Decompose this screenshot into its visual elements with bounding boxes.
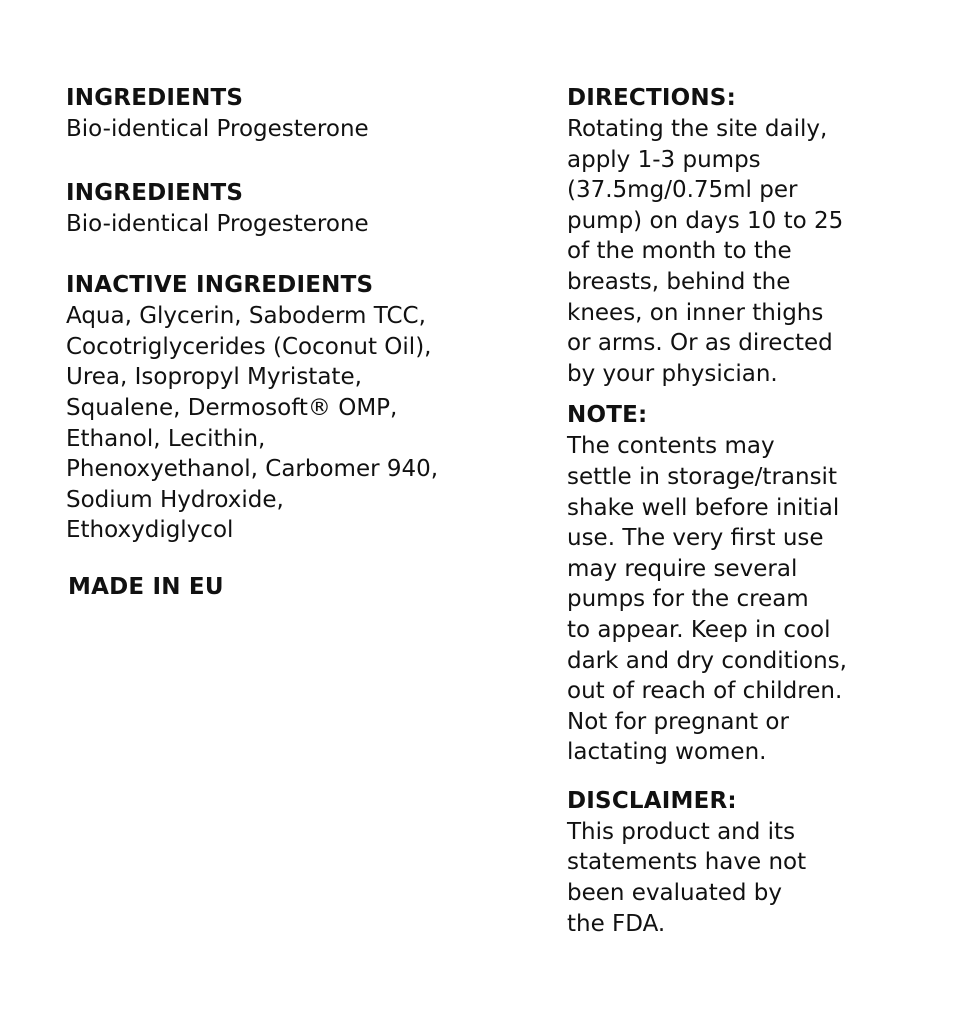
text-line: Squalene, Dermosoft® OMP, <box>66 394 398 421</box>
directions-section <box>567 83 927 389</box>
directions-heading: DIRECTIONS: <box>567 85 736 111</box>
text-line: pump) on days 10 to 25 <box>567 207 844 234</box>
inactive-ingredients-section <box>66 270 516 546</box>
text-line: of the month to the <box>567 238 792 265</box>
inactive-ingredients-heading: INACTIVE INGREDIENTS <box>66 272 374 299</box>
text-line: This product and its <box>567 818 796 845</box>
disclaimer-heading: DISCLAIMER: <box>567 787 737 814</box>
right-column <box>567 83 927 939</box>
text-line: may require several <box>567 555 798 582</box>
text-line: breasts, behind the <box>567 268 791 295</box>
ingredients-text <box>66 209 516 240</box>
text-line: or arms. Or as directed <box>567 330 833 357</box>
text-line: dark and dry conditions, <box>567 647 847 674</box>
text-line: by your physician. <box>567 360 778 387</box>
text-line: Bio-identical Progesterone <box>66 116 369 142</box>
text-line: Phenoxyethanol, Carbomer 940, <box>66 456 439 483</box>
text-line: Ethanol, Lecithin, <box>66 425 266 452</box>
text-line: Not for pregnant or <box>567 708 789 735</box>
text-line: apply 1-3 pumps <box>567 146 761 173</box>
note-section <box>567 400 927 768</box>
text-line: Cocotriglycerides (Coconut Oil), <box>66 333 432 360</box>
ingredients-section <box>66 83 516 145</box>
text-line: Rotating the site daily, <box>567 116 828 142</box>
text-line: out of reach of children. <box>567 678 843 705</box>
ingredients-heading: INGREDIENTS <box>66 85 244 111</box>
text-line: lactating women. <box>567 739 767 766</box>
text-line: knees, on inner thighs <box>567 299 824 326</box>
text-line: the FDA. <box>567 910 666 937</box>
text-line: shake well before initial <box>567 494 840 521</box>
left-column <box>66 83 516 603</box>
text-line: Bio-identical Progesterone <box>66 210 369 237</box>
text-line: Ethoxydiglycol <box>66 517 234 544</box>
text-line: statements have not <box>567 849 807 876</box>
note-text <box>567 431 927 768</box>
text-line: Sodium Hydroxide, <box>66 486 284 513</box>
made-in-label: MADE IN EU <box>68 573 224 600</box>
text-line: settle in storage/transit <box>567 463 837 490</box>
note-heading: NOTE: <box>567 402 648 429</box>
inactive-ingredients-text <box>66 301 516 546</box>
ingredients-text <box>66 114 516 145</box>
directions-text <box>567 114 927 389</box>
text-line: The contents may <box>567 433 775 460</box>
text-line: pumps for the cream <box>567 586 809 613</box>
text-line: been evaluated by <box>567 880 782 907</box>
text-line: to appear. Keep in cool <box>567 616 831 643</box>
text-line: (37.5mg/0.75ml per <box>567 177 798 204</box>
ingredients-heading: INGREDIENTS <box>66 179 244 206</box>
ingredients-section-repeat <box>66 178 516 240</box>
text-line: Aqua, Glycerin, Saboderm TCC, <box>66 303 426 330</box>
text-line: use. The very first use <box>567 525 824 552</box>
disclaimer-text <box>567 817 927 939</box>
text-line: Urea, Isopropyl Myristate, <box>66 364 362 391</box>
disclaimer-section <box>567 786 927 939</box>
